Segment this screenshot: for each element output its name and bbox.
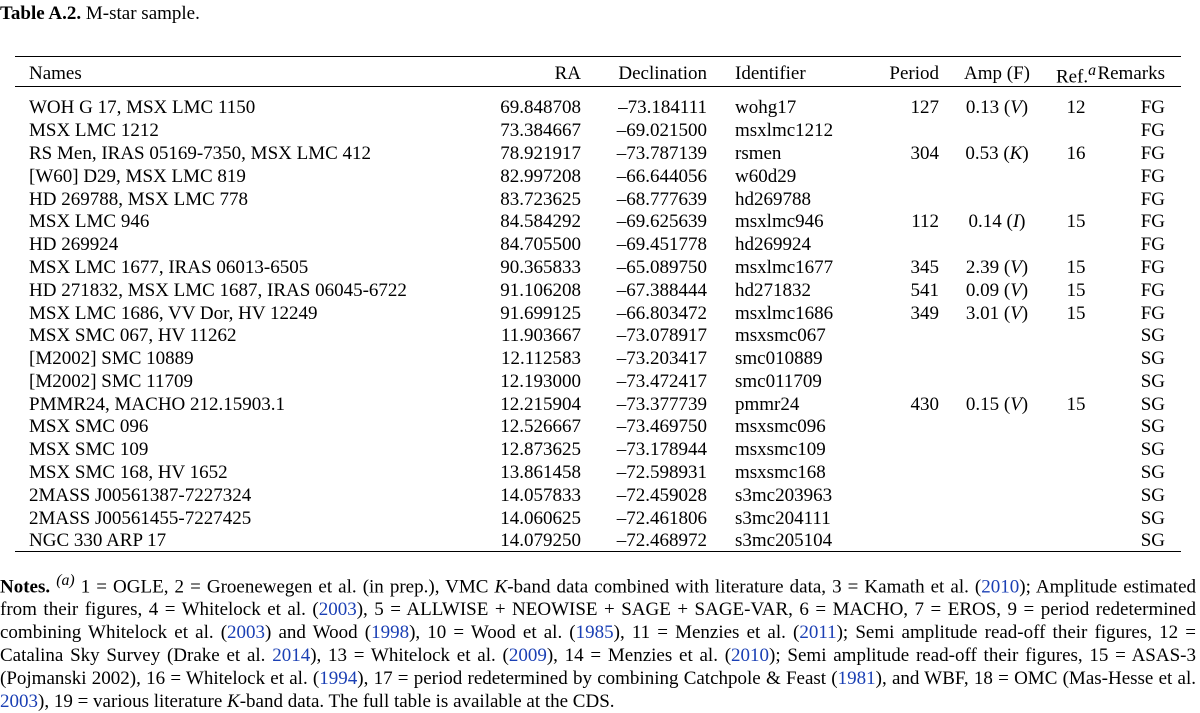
cell-amp: 0.15 (V) bbox=[965, 393, 1029, 415]
table-row bbox=[15, 166, 1181, 189]
cell-declination: –73.469750 bbox=[616, 416, 707, 438]
table-row bbox=[15, 348, 1181, 371]
cell-names: [W60] D29, MSX LMC 819 bbox=[29, 165, 246, 187]
cell-ra: 84.584292 bbox=[500, 211, 581, 233]
cell-ra: 12.526667 bbox=[500, 416, 581, 438]
table-row bbox=[15, 91, 1181, 120]
table-caption-label: Table A.2. bbox=[0, 3, 82, 24]
cell-period bbox=[863, 348, 939, 371]
cell-period bbox=[863, 166, 939, 189]
notes-text: ); Amplitude estimated from their figures, 4 = Whitelock et al. ( bbox=[0, 576, 1196, 621]
cell-ra: 78.921917 bbox=[500, 142, 581, 164]
cell-period: 345 bbox=[910, 256, 939, 278]
cell-declination: –72.459028 bbox=[616, 484, 707, 506]
m-star-table bbox=[15, 57, 1181, 553]
table-row bbox=[15, 234, 1181, 257]
cell-period bbox=[863, 439, 939, 462]
cell-ref bbox=[1055, 485, 1097, 508]
cell-names: MSX LMC 1686, VV Dor, HV 12249 bbox=[29, 302, 318, 324]
cell-identifier: msxsmc096 bbox=[735, 416, 826, 438]
cell-declination: –73.078917 bbox=[616, 325, 707, 347]
cell-amp: 0.13 (V) bbox=[965, 97, 1029, 119]
cell-declination: –72.468972 bbox=[616, 530, 707, 552]
cell-period: 430 bbox=[910, 393, 939, 415]
cell-remarks: FG bbox=[1140, 142, 1165, 164]
cell-declination: –65.089750 bbox=[616, 256, 707, 278]
cell-declination: –68.777639 bbox=[616, 188, 707, 210]
cell-declination: –72.598931 bbox=[616, 462, 707, 484]
cell-remarks: SG bbox=[1140, 393, 1165, 415]
cell-remarks: FG bbox=[1140, 234, 1165, 256]
cell-identifier: w60d29 bbox=[735, 165, 797, 187]
notes-text: ), 10 = Wood et al. ( bbox=[409, 622, 576, 644]
cell-names: [M2002] SMC 11709 bbox=[29, 370, 193, 392]
table-row bbox=[15, 120, 1181, 143]
cell-remarks: FG bbox=[1140, 279, 1165, 301]
cell-ra: 83.723625 bbox=[500, 188, 581, 210]
cell-ref bbox=[1055, 120, 1097, 143]
cell-declination: –66.803472 bbox=[616, 302, 707, 324]
notes-italic: K bbox=[227, 691, 240, 713]
table-row bbox=[15, 530, 1181, 553]
table-caption-text: M-star sample. bbox=[85, 3, 200, 24]
amp-band: V bbox=[1010, 256, 1022, 278]
notes-citation-link[interactable]: 1981 bbox=[837, 668, 876, 690]
notes-citation-link[interactable]: 2010 bbox=[731, 645, 770, 667]
notes-text: ), 17 = period redetermined by combining Catchpole & Feast ( bbox=[357, 668, 838, 690]
cell-names: MSX SMC 109 bbox=[29, 439, 149, 461]
amp-value: 2.39 bbox=[965, 256, 1000, 278]
cell-names: MSX SMC 096 bbox=[29, 416, 149, 438]
notes-label: Notes. bbox=[0, 576, 51, 598]
table-row bbox=[15, 325, 1181, 348]
header-identifier: Identifier bbox=[735, 63, 806, 85]
cell-amp bbox=[939, 348, 1055, 371]
table-row bbox=[15, 394, 1181, 417]
cell-remarks: FG bbox=[1140, 97, 1165, 119]
cell-names: RS Men, IRAS 05169-7350, MSX LMC 412 bbox=[29, 142, 372, 164]
cell-identifier: rsmen bbox=[735, 142, 782, 164]
cell-remarks: FG bbox=[1140, 256, 1165, 278]
cell-period: 304 bbox=[910, 142, 939, 164]
cell-declination: –73.472417 bbox=[616, 370, 707, 392]
cell-declination: –73.184111 bbox=[618, 97, 707, 119]
cell-period bbox=[863, 508, 939, 531]
cell-amp: 0.09 (V) bbox=[965, 279, 1029, 301]
header-ref bbox=[1055, 57, 1097, 91]
table-row bbox=[15, 371, 1181, 394]
cell-names: HD 269924 bbox=[29, 234, 119, 256]
notes-citation-link[interactable]: 1998 bbox=[371, 622, 410, 644]
cell-ra: 12.215904 bbox=[500, 393, 581, 415]
cell-ref bbox=[1055, 508, 1097, 531]
cell-amp bbox=[939, 485, 1055, 508]
cell-remarks: SG bbox=[1140, 484, 1165, 506]
cell-identifier: s3mc204111 bbox=[735, 507, 831, 529]
cell-names: 2MASS J00561455-7227425 bbox=[29, 507, 252, 529]
amp-band: I bbox=[1012, 211, 1020, 233]
cell-period bbox=[863, 530, 939, 553]
cell-period bbox=[863, 189, 939, 212]
cell-names: [M2002] SMC 10889 bbox=[29, 348, 194, 370]
table-header-row bbox=[15, 57, 1181, 91]
header-ra: RA bbox=[554, 63, 581, 85]
notes-text: ), 11 = Menzies et al. ( bbox=[613, 622, 800, 644]
cell-identifier: hd269924 bbox=[735, 234, 811, 256]
cell-names: PMMR24, MACHO 212.15903.1 bbox=[29, 393, 286, 415]
notes-text: ), 14 = Menzies et al. ( bbox=[546, 645, 732, 667]
header-ref-text: Ref. bbox=[1055, 66, 1089, 88]
cell-period bbox=[863, 120, 939, 143]
notes-text: -band data. The full table is available at the CDS. bbox=[239, 691, 615, 713]
cell-identifier: wohg17 bbox=[735, 97, 797, 119]
amp-band: K bbox=[1009, 142, 1023, 164]
table-row bbox=[15, 508, 1181, 531]
cell-names: NGC 330 ARP 17 bbox=[29, 530, 167, 552]
cell-ra: 73.384667 bbox=[500, 120, 581, 142]
notes-citation-link[interactable]: 1994 bbox=[319, 668, 358, 690]
cell-ra: 12.112583 bbox=[500, 348, 581, 370]
cell-ref: 15 bbox=[1066, 279, 1086, 301]
cell-amp: 0.53 (K) bbox=[965, 142, 1029, 164]
table-notes bbox=[0, 569, 1196, 713]
notes-body bbox=[0, 576, 1196, 712]
cell-declination: –72.461806 bbox=[616, 507, 707, 529]
cell-names: MSX LMC 1212 bbox=[29, 120, 159, 142]
cell-identifier: s3mc203963 bbox=[735, 484, 833, 506]
cell-ref: 15 bbox=[1066, 393, 1086, 415]
cell-ref bbox=[1055, 189, 1097, 212]
cell-names: HD 269788, MSX LMC 778 bbox=[29, 188, 249, 210]
notes-citation-link[interactable]: 1985 bbox=[575, 622, 614, 644]
cell-period bbox=[863, 234, 939, 257]
cell-ra: 82.997208 bbox=[500, 165, 581, 187]
amp-band: V bbox=[1010, 393, 1022, 415]
notes-text: ); Semi amplitude read-off their figures, 15 = ASAS-3 (Pojmanski 2002), 16 = Whitelock et al. ( bbox=[0, 645, 1196, 690]
cell-ra: 11.903667 bbox=[500, 325, 581, 347]
cell-ra: 91.699125 bbox=[500, 302, 581, 324]
notes-citation-link[interactable]: 2010 bbox=[981, 576, 1020, 598]
cell-identifier: hd271832 bbox=[735, 279, 811, 301]
cell-amp bbox=[939, 508, 1055, 531]
header-names: Names bbox=[29, 63, 82, 85]
cell-remarks: FG bbox=[1140, 188, 1165, 210]
amp-value: 0.15 bbox=[965, 393, 1000, 415]
cell-remarks: SG bbox=[1140, 462, 1165, 484]
cell-names: MSX LMC 1677, IRAS 06013-6505 bbox=[29, 256, 309, 278]
cell-names: WOH G 17, MSX LMC 1150 bbox=[29, 97, 256, 119]
notes-citation-link[interactable]: 2003 bbox=[227, 622, 266, 644]
cell-ra: 84.705500 bbox=[500, 234, 581, 256]
table-row bbox=[15, 280, 1181, 303]
cell-period bbox=[863, 485, 939, 508]
cell-remarks: FG bbox=[1140, 211, 1165, 233]
amp-band: V bbox=[1010, 97, 1022, 119]
cell-remarks: FG bbox=[1140, 165, 1165, 187]
cell-amp: 0.14 (I) bbox=[968, 211, 1026, 233]
amp-value: 3.01 bbox=[965, 302, 1000, 324]
header-amp: Amp (F) bbox=[964, 63, 1030, 85]
cell-identifier: smc011709 bbox=[735, 370, 822, 392]
cell-ref bbox=[1055, 234, 1097, 257]
cell-ra: 69.848708 bbox=[500, 97, 581, 119]
cell-period bbox=[863, 462, 939, 485]
amp-band: V bbox=[1010, 279, 1022, 301]
notes-text: ), 13 = Whitelock et al. ( bbox=[310, 645, 509, 667]
amp-value: 0.14 bbox=[968, 211, 1002, 233]
header-remarks: Remarks bbox=[1097, 63, 1165, 85]
cell-remarks: SG bbox=[1140, 416, 1165, 438]
cell-ra: 14.060625 bbox=[500, 507, 581, 529]
cell-remarks: SG bbox=[1140, 348, 1165, 370]
cell-amp bbox=[939, 189, 1055, 212]
cell-identifier: msxsmc168 bbox=[735, 462, 826, 484]
cell-ra: 12.873625 bbox=[500, 439, 581, 461]
amp-value: 0.09 bbox=[965, 279, 1000, 301]
cell-names: HD 271832, MSX LMC 1687, IRAS 06045-6722 bbox=[29, 279, 407, 301]
cell-declination: –73.178944 bbox=[616, 439, 707, 461]
notes-citation-link[interactable]: 2009 bbox=[508, 645, 547, 667]
notes-text: ), and WBF, 18 = OMC (Mas-Hesse et al. bbox=[875, 668, 1196, 690]
cell-names: MSX SMC 168, HV 1652 bbox=[29, 462, 228, 484]
cell-remarks: FG bbox=[1140, 120, 1165, 142]
cell-period: 127 bbox=[910, 97, 939, 119]
cell-period: 349 bbox=[910, 302, 939, 324]
cell-identifier: msxsmc067 bbox=[735, 325, 826, 347]
cell-names: 2MASS J00561387-7227324 bbox=[29, 484, 252, 506]
cell-identifier: msxlmc1677 bbox=[735, 256, 834, 278]
cell-period: 112 bbox=[911, 211, 939, 233]
cell-ref: 15 bbox=[1066, 256, 1086, 278]
cell-amp bbox=[939, 439, 1055, 462]
cell-ref: 15 bbox=[1066, 302, 1086, 324]
notes-text: -band data combined with literature data, 3 = Kamath et al. ( bbox=[507, 576, 982, 598]
cell-declination: –69.021500 bbox=[616, 120, 707, 142]
cell-ref: 12 bbox=[1066, 97, 1086, 119]
cell-ra: 12.193000 bbox=[500, 370, 581, 392]
notes-citation-link[interactable]: 2003 bbox=[0, 691, 38, 713]
header-ref-sup: a bbox=[1088, 62, 1097, 79]
notes-citation-link[interactable]: 2011 bbox=[799, 622, 837, 644]
cell-ref bbox=[1055, 439, 1097, 462]
header-period: Period bbox=[889, 63, 939, 85]
cell-ref: 16 bbox=[1066, 142, 1086, 164]
cell-ref bbox=[1055, 530, 1097, 553]
amp-value: 0.53 bbox=[965, 142, 999, 164]
table-caption bbox=[0, 2, 200, 26]
cell-names: MSX LMC 946 bbox=[29, 211, 150, 233]
cell-amp bbox=[939, 234, 1055, 257]
cell-amp bbox=[939, 166, 1055, 189]
notes-text: 1 = OGLE, 2 = Groenewegen et al. (in prep.), VMC bbox=[74, 576, 495, 598]
cell-declination: –66.644056 bbox=[616, 165, 707, 187]
cell-declination: –73.377739 bbox=[616, 393, 707, 415]
cell-remarks: SG bbox=[1140, 439, 1165, 461]
cell-ref bbox=[1055, 462, 1097, 485]
notes-text: ), 19 = various literature bbox=[38, 691, 228, 713]
notes-text: ), 5 = ALLWISE + NEOWISE + SAGE + SAGE-VAR, 6 = MACHO, 7 = EROS, 9 = period redetermined combining Whitelock et al. ( bbox=[0, 599, 1196, 644]
cell-period bbox=[863, 325, 939, 348]
cell-amp bbox=[939, 371, 1055, 394]
cell-declination: –67.388444 bbox=[616, 279, 707, 301]
cell-remarks: SG bbox=[1140, 507, 1165, 529]
cell-declination: –69.451778 bbox=[616, 234, 707, 256]
cell-amp bbox=[939, 530, 1055, 553]
cell-amp bbox=[939, 325, 1055, 348]
notes-sup: (a) bbox=[56, 572, 75, 589]
cell-declination: –73.203417 bbox=[616, 348, 707, 370]
cell-declination: –69.625639 bbox=[616, 211, 707, 233]
cell-ra: 13.861458 bbox=[500, 462, 581, 484]
table-row bbox=[15, 439, 1181, 462]
cell-amp bbox=[939, 462, 1055, 485]
cell-remarks: SG bbox=[1140, 325, 1165, 347]
cell-amp: 3.01 (V) bbox=[965, 302, 1029, 324]
table-row bbox=[15, 485, 1181, 508]
cell-identifier: hd269788 bbox=[735, 188, 811, 210]
cell-amp: 2.39 (V) bbox=[965, 256, 1029, 278]
cell-ref bbox=[1055, 371, 1097, 394]
cell-period: 541 bbox=[910, 279, 939, 301]
cell-identifier: msxlmc1686 bbox=[735, 302, 834, 324]
cell-identifier: msxlmc1212 bbox=[735, 120, 834, 142]
notes-text: ) and Wood ( bbox=[265, 622, 372, 644]
table-row bbox=[15, 189, 1181, 212]
cell-ref bbox=[1055, 416, 1097, 439]
notes-italic: K bbox=[494, 576, 508, 598]
cell-identifier: pmmr24 bbox=[735, 393, 800, 415]
table-row bbox=[15, 257, 1181, 280]
amp-value: 0.13 bbox=[965, 97, 1000, 119]
cell-identifier: msxlmc946 bbox=[735, 211, 824, 233]
table-row bbox=[15, 416, 1181, 439]
cell-remarks: SG bbox=[1140, 370, 1165, 392]
cell-ra: 90.365833 bbox=[500, 256, 581, 278]
cell-ref: 15 bbox=[1066, 211, 1086, 233]
table-row bbox=[15, 303, 1181, 326]
cell-remarks: SG bbox=[1140, 530, 1165, 552]
amp-band: V bbox=[1010, 302, 1022, 324]
table-body bbox=[15, 91, 1181, 553]
cell-ra: 14.079250 bbox=[500, 530, 581, 552]
cell-identifier: msxsmc109 bbox=[735, 439, 826, 461]
cell-declination: –73.787139 bbox=[616, 142, 707, 164]
cell-amp bbox=[939, 120, 1055, 143]
cell-ra: 91.106208 bbox=[500, 279, 581, 301]
cell-ref bbox=[1055, 325, 1097, 348]
cell-remarks: FG bbox=[1140, 302, 1165, 324]
notes-citation-link[interactable]: 2014 bbox=[272, 645, 311, 667]
cell-period bbox=[863, 416, 939, 439]
cell-amp bbox=[939, 416, 1055, 439]
header-declination: Declination bbox=[618, 63, 707, 85]
cell-ref bbox=[1055, 166, 1097, 189]
notes-text: ); Semi amplitude read-off their figures, 12 = Catalina Sky Survey (Drake et al. bbox=[0, 622, 1196, 667]
cell-identifier: s3mc205104 bbox=[735, 530, 833, 552]
table-row bbox=[15, 462, 1181, 485]
cell-ref bbox=[1055, 348, 1097, 371]
cell-identifier: smc010889 bbox=[735, 348, 823, 370]
table-row bbox=[15, 211, 1181, 234]
table-row bbox=[15, 143, 1181, 166]
cell-ra: 14.057833 bbox=[500, 484, 581, 506]
notes-citation-link[interactable]: 2003 bbox=[318, 599, 357, 621]
cell-names: MSX SMC 067, HV 11262 bbox=[29, 325, 237, 347]
cell-period bbox=[863, 371, 939, 394]
